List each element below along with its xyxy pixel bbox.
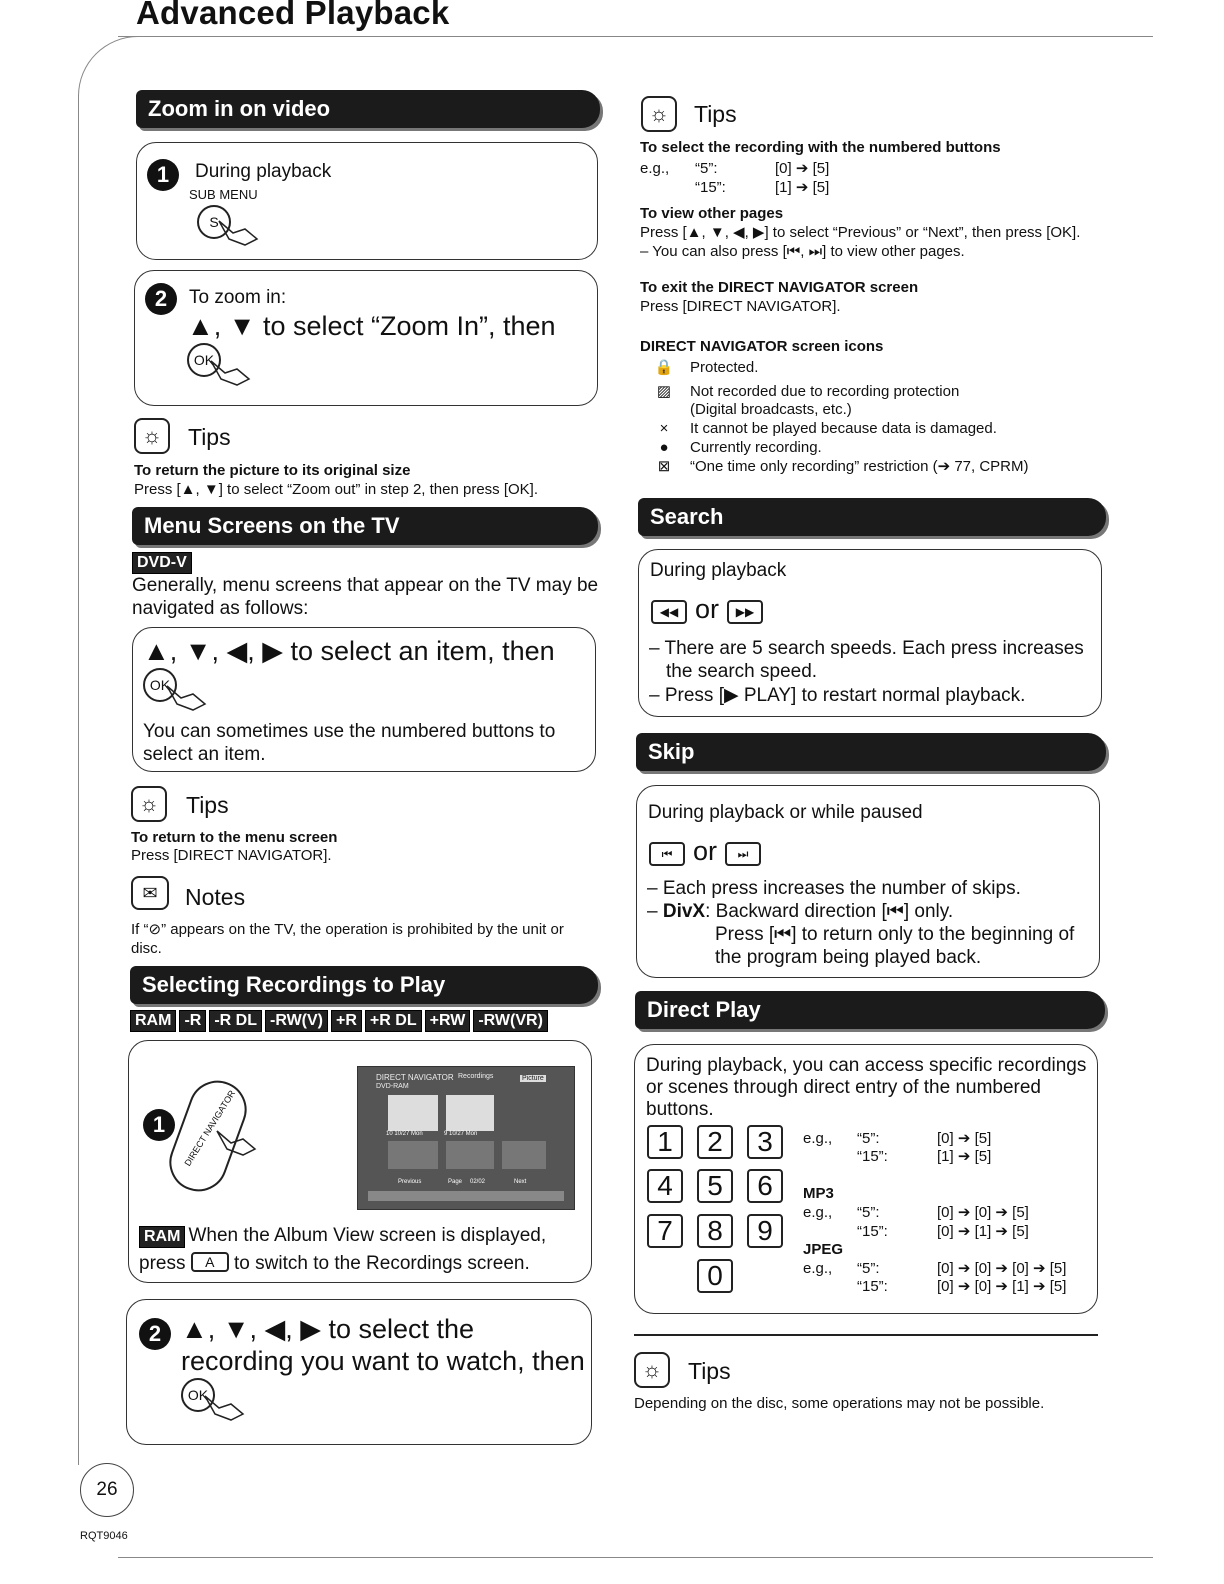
hand-icon [207, 355, 251, 387]
tips-title: Tips [186, 792, 229, 818]
key-7[interactable]: 7 [647, 1214, 683, 1248]
disc-tag: -RW(VR) [473, 1010, 548, 1032]
selecting-header: Selecting Recordings to Play [130, 966, 598, 1004]
example-q: “15”: [857, 1223, 888, 1240]
step2-line1: ▲, ▼, ◀, ▶ to select the [181, 1314, 475, 1344]
example-a: [0] ➔ [0] ➔ [0] ➔ [5] [937, 1260, 1067, 1277]
selecting-step2-box [126, 1299, 592, 1445]
tips-subhead: To select the recording with the numbered buttons [640, 139, 1001, 156]
eg-label: e.g., [640, 160, 670, 177]
skip-line2 [647, 901, 953, 923]
icons-head: DIRECT NAVIGATOR screen icons [640, 338, 884, 355]
icon-desc: It cannot be played because data is damaged. [690, 420, 997, 437]
skip-line2-rest: : Backward direction [⏮] only. [705, 901, 954, 922]
hand-icon [215, 215, 259, 247]
thumbnail-empty[interactable] [388, 1141, 438, 1169]
album-text-c: to switch to the Recordings screen. [234, 1253, 530, 1274]
key-0[interactable]: 0 [697, 1259, 733, 1293]
disc-tag: DVD-V [132, 552, 192, 574]
tips-subhead: To return the picture to its original size [134, 462, 411, 479]
ok-button[interactable]: OK [187, 343, 221, 377]
disc-tag: +R [331, 1010, 362, 1032]
screen-footer [368, 1191, 564, 1201]
example-a: [0] ➔ [5] [937, 1130, 992, 1147]
skip-header: Skip [636, 733, 1106, 771]
key-9[interactable]: 9 [747, 1214, 783, 1248]
direct-header: Direct Play [635, 991, 1105, 1029]
skip-line3: Press [⏮] to return only to the beginning of [715, 924, 1075, 945]
view-head: To view other pages [640, 205, 784, 222]
eg-label: e.g., [803, 1204, 833, 1221]
step-instruction: ▲, ▼ to select “Zoom In”, then [187, 311, 556, 341]
skip-box [636, 785, 1100, 978]
hand-icon [201, 1390, 245, 1422]
icon-desc: Currently recording. [690, 439, 822, 456]
example-q: “15”: [695, 179, 726, 196]
search-during: During playback [650, 560, 787, 581]
example-q: “5”: [857, 1204, 880, 1221]
disc-tag: +RW [425, 1010, 471, 1032]
fast-forward-button[interactable]: ▶▶ [727, 600, 763, 624]
example-a: [0] ➔ [1] ➔ [5] [937, 1223, 1029, 1240]
submenu-button[interactable]: S [197, 205, 231, 239]
screen-tab: Picture [522, 1075, 544, 1082]
a-button[interactable]: A [191, 1252, 229, 1272]
rewind-button[interactable]: ◀◀ [651, 600, 687, 624]
zoom-step1-box [136, 142, 598, 260]
menu-intro: Generally, menu screens that appear on the TV may be navigated as follows: [132, 575, 599, 619]
example-a: [0] ➔ [5] [775, 160, 830, 177]
key-8[interactable]: 8 [697, 1214, 733, 1248]
eg-label: e.g., [803, 1260, 833, 1277]
selecting-step1-box [128, 1040, 592, 1283]
step-number: 1 [147, 159, 179, 191]
screen-disc: DVD-RAM [376, 1083, 409, 1090]
tips-text: Depending on the disc, some operations may not be possible. [634, 1395, 1045, 1412]
search-line2: – Press [▶ PLAY] to restart normal playback. [649, 685, 1026, 706]
menu-instruction: ▲, ▼, ◀, ▶ to select an item, then [143, 636, 555, 666]
example-q: “15”: [857, 1148, 888, 1165]
hand-icon [163, 680, 207, 712]
screen-next[interactable]: Next [514, 1179, 527, 1185]
key-6[interactable]: 6 [747, 1169, 783, 1203]
example-a: [1] ➔ [5] [775, 179, 830, 196]
left-rule [78, 95, 79, 1465]
icon-desc: “One time only recording” restriction (➔ 77, CPRM) [690, 458, 1029, 475]
key-5[interactable]: 5 [697, 1169, 733, 1203]
disc-tag: -R DL [209, 1010, 262, 1032]
step-intro: To zoom in: [189, 287, 287, 308]
step-text: During playback [195, 161, 332, 182]
notes-icon: ✉ [131, 876, 169, 910]
divider [634, 1334, 1098, 1336]
tips-icon: ☼ [634, 1352, 670, 1388]
top-rule [118, 36, 1153, 37]
ok-button[interactable]: OK [143, 668, 177, 702]
thumbnail-label: 9 10/27 Mon [444, 1131, 478, 1137]
jpeg-head: JPEG [803, 1241, 844, 1258]
exit-head: To exit the DIRECT NAVIGATOR screen [640, 279, 919, 296]
screen-title: DIRECT NAVIGATOR [376, 1073, 454, 1082]
screen-page-num: 02/02 [470, 1179, 486, 1185]
or-text: or [695, 594, 720, 624]
view-text2: – You can also press [⏮, ⏭] to view other pages. [640, 243, 965, 260]
frame-corner [78, 36, 139, 97]
disc-tag: RAM [139, 1226, 185, 1248]
screen-prev[interactable]: Previous [398, 1179, 422, 1185]
doc-code: RQT9046 [80, 1530, 128, 1542]
protection-icon: ▨ [656, 383, 672, 400]
example-a: [0] ➔ [0] ➔ [1] ➔ [5] [937, 1278, 1067, 1295]
search-line1: – There are 5 search speeds. Each press increases [649, 638, 1084, 659]
example-q: “5”: [695, 160, 718, 177]
skip-dash: – [647, 901, 663, 922]
menu-step-box [132, 627, 596, 772]
example-q: “5”: [857, 1260, 880, 1277]
key-2[interactable]: 2 [697, 1125, 733, 1159]
key-3[interactable]: 3 [747, 1125, 783, 1159]
zoom-header: Zoom in on video [136, 90, 600, 128]
ok-button[interactable]: OK [181, 1378, 215, 1412]
album-text-b: press [139, 1253, 186, 1274]
tips-subhead: To return to the menu screen [131, 829, 338, 846]
screen-page: Page [448, 1179, 463, 1185]
or-text: or [693, 836, 718, 866]
thumbnail-empty[interactable] [446, 1141, 494, 1169]
album-text-a: When the Album View screen is displayed, [188, 1225, 547, 1246]
tips-title: Tips [688, 1358, 731, 1384]
disc-tags [130, 1010, 551, 1032]
thumbnail-label: 10 10/27 Mon [386, 1131, 423, 1137]
notes-text: If “⊘” appears on the TV, the operation is prohibited by the unit or disc. [131, 921, 564, 957]
lock-icon: 🔒 [654, 359, 674, 376]
album-text [139, 1225, 546, 1248]
view-text: Press [▲, ▼, ◀, ▶] to select “Previous” or “Next”, then press [OK]. [640, 224, 1081, 241]
example-q: “15”: [857, 1278, 888, 1295]
divx-label: DivX [662, 901, 706, 922]
page-title: Advanced Playback [136, 0, 450, 31]
example-a: [1] ➔ [5] [937, 1148, 992, 1165]
thumbnail-empty[interactable] [502, 1141, 546, 1169]
exit-text: Press [DIRECT NAVIGATOR]. [640, 298, 841, 315]
skip-line4: the program being played back. [715, 947, 982, 968]
step-number: 2 [145, 283, 177, 315]
key-1[interactable]: 1 [647, 1125, 683, 1159]
disc-tag: -RW(V) [265, 1010, 328, 1032]
remote-label: DIRECT NAVIGATOR [182, 1088, 238, 1168]
search-header: Search [638, 498, 1106, 536]
recording-icon: ● [659, 439, 669, 456]
navigator-screen [357, 1066, 575, 1210]
notes-title: Notes [185, 884, 246, 910]
album-text-line2 [139, 1252, 530, 1275]
zoom-step2-box [134, 270, 598, 406]
tips-icon: ☼ [131, 786, 167, 822]
search-box [638, 549, 1102, 717]
disc-tag: -R [179, 1010, 206, 1032]
search-line1b: the search speed. [666, 661, 818, 682]
example-a: [0] ➔ [0] ➔ [5] [937, 1204, 1029, 1221]
thumbnail[interactable] [388, 1095, 438, 1131]
step-number: 2 [139, 1318, 171, 1350]
skip-forward-button[interactable]: ⏭ [725, 842, 761, 866]
tips-icon: ☼ [641, 96, 677, 132]
menu-note: You can sometimes use the numbered buttons to select an item. [143, 721, 556, 765]
tips-title: Tips [188, 424, 231, 450]
skip-back-button[interactable]: ⏮ [649, 842, 685, 866]
step2-line2: recording you want to watch, then [181, 1346, 585, 1376]
thumbnail[interactable] [446, 1095, 494, 1131]
mp3-head: MP3 [803, 1185, 834, 1202]
hand-icon [213, 1125, 257, 1157]
tips-text: Press [DIRECT NAVIGATOR]. [131, 847, 332, 864]
tips-title: Tips [694, 101, 737, 127]
icon-desc: Not recorded due to recording protection [690, 383, 960, 400]
key-4[interactable]: 4 [647, 1169, 683, 1203]
icon-desc-cont: (Digital broadcasts, etc.) [690, 401, 852, 418]
direct-box [634, 1044, 1098, 1314]
bottom-rule [118, 1557, 1153, 1558]
remote-label: SUB MENU [189, 187, 258, 202]
page-number: 26 [80, 1463, 134, 1517]
disc-tag: +R DL [365, 1010, 422, 1032]
screen-sub: Recordings [458, 1073, 494, 1080]
example-q: “5”: [857, 1130, 880, 1147]
damaged-icon: × [659, 420, 669, 437]
one-time-icon: ⊠ [657, 458, 671, 475]
skip-during: During playback or while paused [648, 802, 923, 823]
icon-desc: Protected. [690, 359, 759, 376]
direct-intro: During playback, you can access specific recordings or scenes through direct entry of the numbered buttons. [646, 1055, 1087, 1120]
tips-text: Press [▲, ▼] to select “Zoom out” in step 2, then press [OK]. [134, 481, 539, 498]
step-number: 1 [143, 1109, 175, 1141]
skip-line1: – Each press increases the number of skips. [647, 878, 1021, 899]
tips-icon: ☼ [134, 418, 170, 454]
menu-header: Menu Screens on the TV [132, 507, 598, 545]
disc-tag: RAM [130, 1010, 176, 1032]
eg-label: e.g., [803, 1130, 833, 1147]
